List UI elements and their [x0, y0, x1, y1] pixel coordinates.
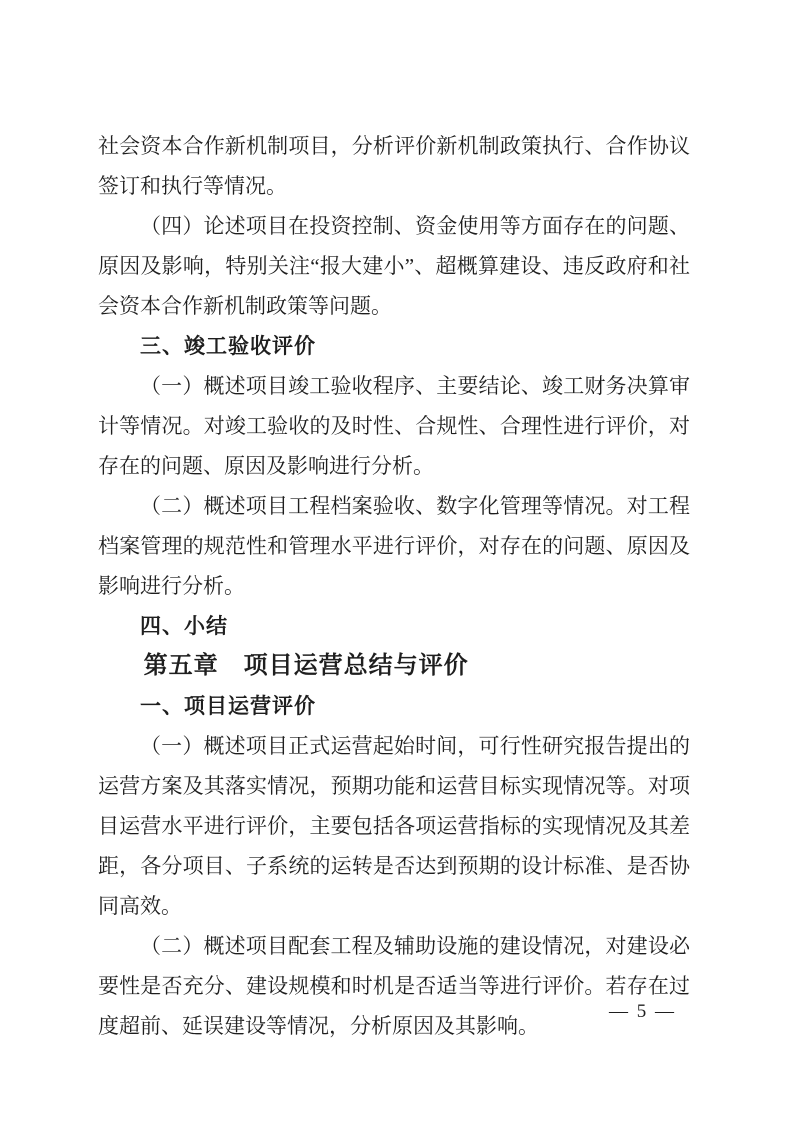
document-content [98, 126, 690, 1046]
paragraph-item2-support-facilities: （二）概述项目配套工程及辅助设施的建设情况，对建设必要性是否充分、建设规模和时机是否适当等进行评价。若存在过度超前、延误建设等情况，分析原因及其影响。 [98, 934, 690, 1038]
heading-section4-summary: 四、小结 [140, 614, 228, 638]
paragraph-item2-archives: （二）概述项目工程档案验收、数字化管理等情况。对工程档案管理的规范性和管理水平进行评价，对存在的问题、原因及影响进行分析。 [98, 494, 690, 598]
paragraph-continued-top: 社会资本合作新机制项目，分析评价新机制政策执行、合作协议签订和执行等情况。 [98, 134, 690, 198]
paragraph-item1-completion: （一）概述项目竣工验收程序、主要结论、竣工财务决算审计等情况。对竣工验收的及时性、合规性、合理性进行评价，对存在的问题、原因及影响进行分析。 [98, 374, 690, 478]
page-number: — 5 — [609, 1001, 676, 1022]
heading-section3-completion-acceptance: 三、竣工验收评价 [140, 334, 316, 358]
paragraph-item1-operation: （一）概述项目正式运营起始时间，可行性研究报告提出的运营方案及其落实情况，预期功能和运营目标实现情况等。对项目运营水平进行评价，主要包括各项运营指标的实现情况及其差距，各分项目、子系统的运转是否达到预期的设计标准、是否协同高效。 [98, 734, 690, 918]
heading-section1-operation-evaluation: 一、项目运营评价 [140, 694, 316, 718]
heading-chapter5-operation: 第五章 项目运营总结与评价 [143, 652, 469, 679]
paragraph-item4-investment: （四）论述项目在投资控制、资金使用等方面存在的问题、原因及影响，特别关注“报大建小”、超概算建设、违反政府和社会资本合作新机制政策等问题。 [98, 214, 690, 318]
